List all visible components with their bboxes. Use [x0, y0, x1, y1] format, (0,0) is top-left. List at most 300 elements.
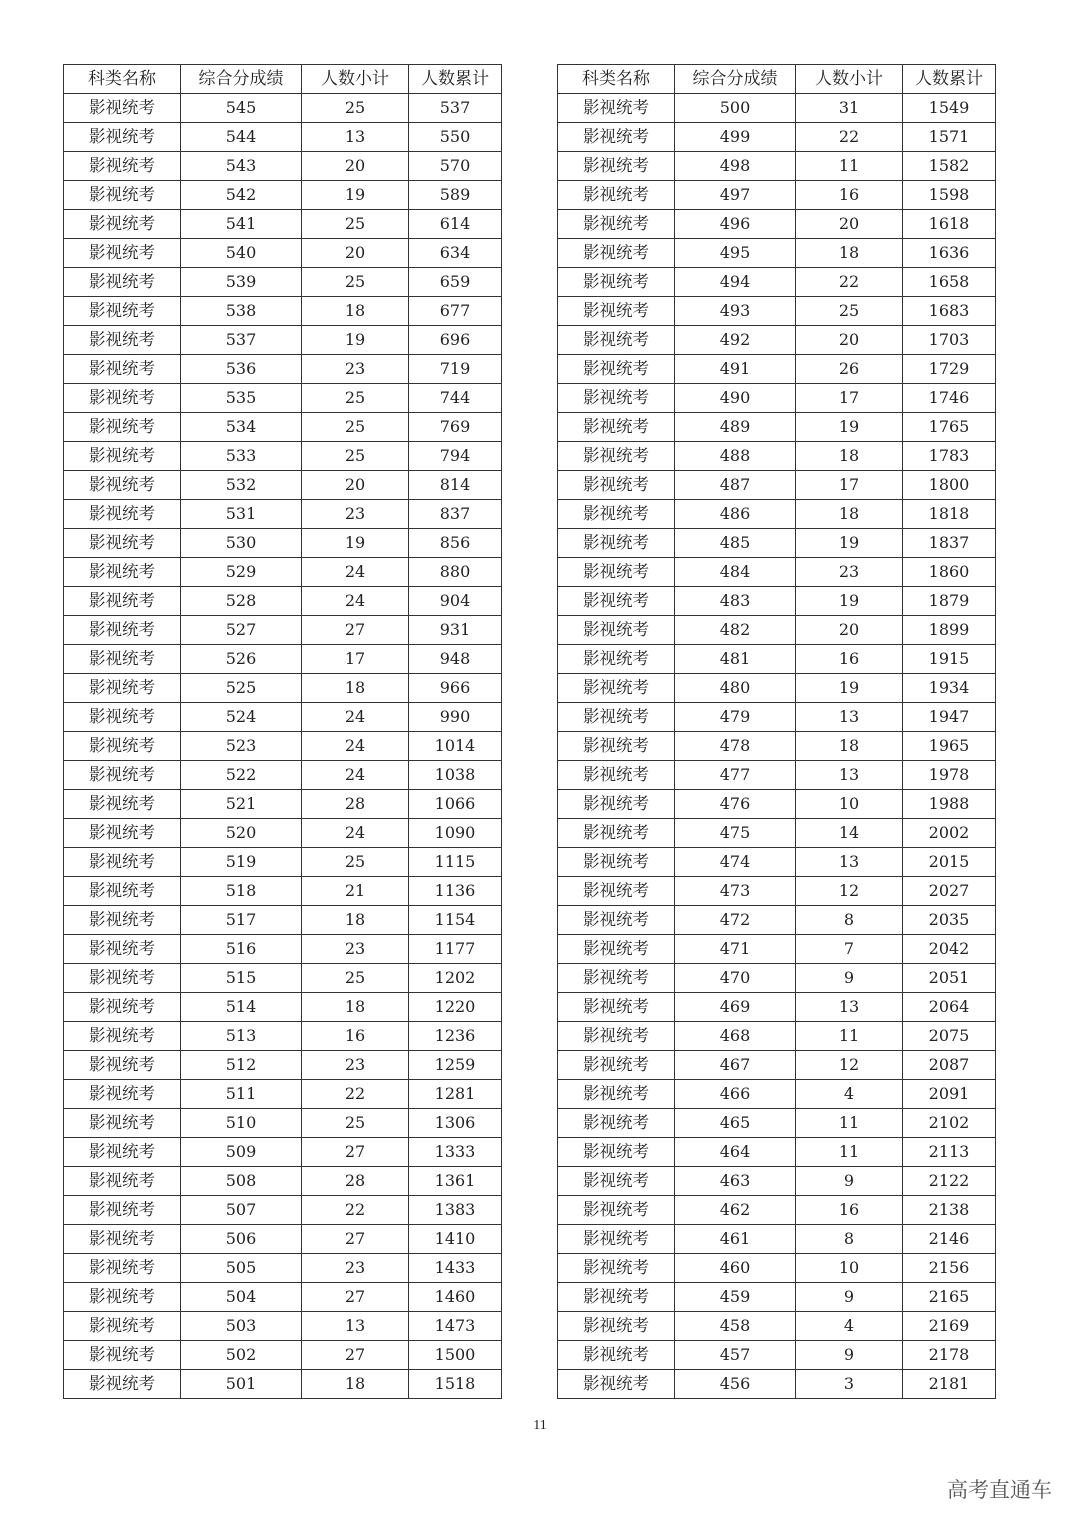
- cell-count: 20: [796, 616, 903, 645]
- cell-cumulative: 589: [409, 181, 502, 210]
- cell-category: 影视统考: [558, 1254, 675, 1283]
- cell-score: 537: [181, 326, 302, 355]
- header-score: 综合分成绩: [675, 65, 796, 94]
- page-number: 11: [533, 1418, 547, 1433]
- cell-score: 508: [181, 1167, 302, 1196]
- cell-category: 影视统考: [64, 558, 181, 587]
- cell-count: 3: [796, 1370, 903, 1399]
- cell-cumulative: 1549: [903, 94, 996, 123]
- cell-category: 影视统考: [558, 1283, 675, 1312]
- table-row: [558, 1341, 996, 1370]
- cell-score: 462: [675, 1196, 796, 1225]
- cell-count: 7: [796, 935, 903, 964]
- cell-score: 485: [675, 529, 796, 558]
- cell-category: 影视统考: [558, 587, 675, 616]
- cell-category: 影视统考: [558, 181, 675, 210]
- cell-count: 11: [796, 152, 903, 181]
- table-row: [64, 674, 502, 703]
- table-row: [64, 1080, 502, 1109]
- cell-count: 31: [796, 94, 903, 123]
- cell-score: 464: [675, 1138, 796, 1167]
- cell-category: 影视统考: [64, 1312, 181, 1341]
- cell-category: 影视统考: [64, 587, 181, 616]
- cell-score: 466: [675, 1080, 796, 1109]
- cell-category: 影视统考: [558, 790, 675, 819]
- cell-score: 538: [181, 297, 302, 326]
- table-row: [64, 471, 502, 500]
- cell-score: 531: [181, 500, 302, 529]
- table-row: [558, 587, 996, 616]
- cell-count: 26: [796, 355, 903, 384]
- header-cumulative: 人数累计: [903, 65, 996, 94]
- cell-cumulative: 2181: [903, 1370, 996, 1399]
- cell-category: 影视统考: [64, 1196, 181, 1225]
- cell-cumulative: 1818: [903, 500, 996, 529]
- table-row: [64, 761, 502, 790]
- cell-category: 影视统考: [64, 1341, 181, 1370]
- cell-score: 522: [181, 761, 302, 790]
- table-row: [64, 877, 502, 906]
- cell-count: 18: [796, 442, 903, 471]
- cell-count: 12: [796, 1051, 903, 1080]
- cell-count: 18: [302, 674, 409, 703]
- table-row: [558, 1167, 996, 1196]
- cell-category: 影视统考: [64, 732, 181, 761]
- cell-category: 影视统考: [64, 1225, 181, 1254]
- cell-count: 9: [796, 1341, 903, 1370]
- header-score: 综合分成绩: [181, 65, 302, 94]
- cell-cumulative: 1879: [903, 587, 996, 616]
- cell-count: 22: [302, 1080, 409, 1109]
- cell-score: 525: [181, 674, 302, 703]
- cell-category: 影视统考: [64, 384, 181, 413]
- cell-category: 影视统考: [558, 152, 675, 181]
- table-row: [64, 616, 502, 645]
- table-row: [558, 123, 996, 152]
- cell-category: 影视统考: [558, 471, 675, 500]
- cell-cumulative: 1433: [409, 1254, 502, 1283]
- cell-count: 20: [796, 326, 903, 355]
- cell-category: 影视统考: [64, 616, 181, 645]
- cell-count: 23: [302, 935, 409, 964]
- cell-score: 473: [675, 877, 796, 906]
- cell-score: 526: [181, 645, 302, 674]
- cell-cumulative: 1746: [903, 384, 996, 413]
- cell-count: 13: [796, 761, 903, 790]
- header-category: 科类名称: [64, 65, 181, 94]
- cell-category: 影视统考: [64, 1022, 181, 1051]
- cell-score: 540: [181, 239, 302, 268]
- cell-category: 影视统考: [558, 732, 675, 761]
- cell-category: 影视统考: [64, 761, 181, 790]
- cell-cumulative: 1658: [903, 268, 996, 297]
- table-row: [558, 1080, 996, 1109]
- table-row: [64, 413, 502, 442]
- table-row: [558, 645, 996, 674]
- table-row: [558, 1254, 996, 1283]
- table-row: [64, 442, 502, 471]
- table-row: [64, 1283, 502, 1312]
- table-row: [64, 1370, 502, 1399]
- cell-score: 495: [675, 239, 796, 268]
- cell-category: 影视统考: [558, 1312, 675, 1341]
- cell-cumulative: 814: [409, 471, 502, 500]
- cell-category: 影视统考: [558, 239, 675, 268]
- cell-cumulative: 1618: [903, 210, 996, 239]
- cell-score: 472: [675, 906, 796, 935]
- cell-category: 影视统考: [64, 268, 181, 297]
- cell-cumulative: 990: [409, 703, 502, 732]
- cell-category: 影视统考: [558, 1080, 675, 1109]
- cell-score: 541: [181, 210, 302, 239]
- cell-cumulative: 2138: [903, 1196, 996, 1225]
- cell-cumulative: 1259: [409, 1051, 502, 1080]
- cell-category: 影视统考: [64, 500, 181, 529]
- cell-count: 24: [302, 558, 409, 587]
- cell-category: 影视统考: [558, 993, 675, 1022]
- cell-score: 542: [181, 181, 302, 210]
- cell-category: 影视统考: [64, 1051, 181, 1080]
- table-row: [558, 471, 996, 500]
- cell-count: 19: [796, 674, 903, 703]
- cell-score: 511: [181, 1080, 302, 1109]
- cell-count: 11: [796, 1109, 903, 1138]
- cell-category: 影视统考: [558, 935, 675, 964]
- cell-score: 483: [675, 587, 796, 616]
- cell-category: 影视统考: [64, 819, 181, 848]
- cell-cumulative: 794: [409, 442, 502, 471]
- table-header-row: [558, 65, 996, 94]
- cell-category: 影视统考: [558, 848, 675, 877]
- cell-cumulative: 1473: [409, 1312, 502, 1341]
- cell-count: 25: [302, 94, 409, 123]
- cell-count: 23: [302, 355, 409, 384]
- cell-score: 493: [675, 297, 796, 326]
- table-row: [558, 181, 996, 210]
- table-row: [558, 906, 996, 935]
- header-cumulative: 人数累计: [409, 65, 502, 94]
- table-row: [64, 268, 502, 297]
- cell-cumulative: 2113: [903, 1138, 996, 1167]
- cell-score: 528: [181, 587, 302, 616]
- cell-score: 476: [675, 790, 796, 819]
- cell-category: 影视统考: [64, 993, 181, 1022]
- cell-cumulative: 2169: [903, 1312, 996, 1341]
- cell-cumulative: 1978: [903, 761, 996, 790]
- cell-count: 4: [796, 1312, 903, 1341]
- cell-score: 513: [181, 1022, 302, 1051]
- cell-category: 影视统考: [64, 1138, 181, 1167]
- cell-score: 505: [181, 1254, 302, 1283]
- cell-count: 27: [302, 616, 409, 645]
- cell-cumulative: 1306: [409, 1109, 502, 1138]
- cell-cumulative: 2035: [903, 906, 996, 935]
- cell-cumulative: 1220: [409, 993, 502, 1022]
- cell-count: 14: [796, 819, 903, 848]
- cell-category: 影视统考: [64, 1254, 181, 1283]
- cell-cumulative: 537: [409, 94, 502, 123]
- cell-category: 影视统考: [558, 123, 675, 152]
- cell-category: 影视统考: [558, 558, 675, 587]
- cell-category: 影视统考: [558, 297, 675, 326]
- cell-score: 497: [675, 181, 796, 210]
- cell-category: 影视统考: [64, 848, 181, 877]
- cell-cumulative: 1571: [903, 123, 996, 152]
- table-row: [64, 384, 502, 413]
- cell-count: 24: [302, 819, 409, 848]
- cell-count: 16: [796, 1196, 903, 1225]
- table-row: [558, 1283, 996, 1312]
- cell-score: 501: [181, 1370, 302, 1399]
- cell-cumulative: 1038: [409, 761, 502, 790]
- table-row: [558, 500, 996, 529]
- cell-score: 503: [181, 1312, 302, 1341]
- table-row: [558, 152, 996, 181]
- cell-cumulative: 2027: [903, 877, 996, 906]
- table-row: [558, 935, 996, 964]
- table-row: [558, 993, 996, 1022]
- table-row: [558, 1138, 996, 1167]
- cell-score: 502: [181, 1341, 302, 1370]
- cell-score: 534: [181, 413, 302, 442]
- cell-count: 8: [796, 1225, 903, 1254]
- table-row: [558, 761, 996, 790]
- cell-category: 影视统考: [558, 1109, 675, 1138]
- cell-score: 496: [675, 210, 796, 239]
- cell-category: 影视统考: [558, 1022, 675, 1051]
- cell-cumulative: 2178: [903, 1341, 996, 1370]
- cell-cumulative: 2042: [903, 935, 996, 964]
- cell-cumulative: 1090: [409, 819, 502, 848]
- cell-category: 影视统考: [64, 94, 181, 123]
- cell-score: 469: [675, 993, 796, 1022]
- cell-score: 529: [181, 558, 302, 587]
- cell-cumulative: 1729: [903, 355, 996, 384]
- cell-count: 19: [302, 326, 409, 355]
- cell-score: 468: [675, 1022, 796, 1051]
- cell-score: 492: [675, 326, 796, 355]
- cell-count: 20: [302, 152, 409, 181]
- cell-count: 19: [796, 413, 903, 442]
- cell-count: 25: [302, 848, 409, 877]
- watermark: 高考直通车: [947, 1478, 1052, 1502]
- table-row: [64, 529, 502, 558]
- cell-cumulative: 837: [409, 500, 502, 529]
- table-row: [558, 239, 996, 268]
- cell-score: 519: [181, 848, 302, 877]
- cell-category: 影视统考: [64, 123, 181, 152]
- cell-score: 494: [675, 268, 796, 297]
- cell-count: 23: [796, 558, 903, 587]
- cell-score: 521: [181, 790, 302, 819]
- cell-score: 530: [181, 529, 302, 558]
- table-row: [64, 1312, 502, 1341]
- cell-score: 471: [675, 935, 796, 964]
- cell-cumulative: 948: [409, 645, 502, 674]
- score-table-right: [557, 64, 996, 1399]
- table-row: [64, 210, 502, 239]
- cell-count: 25: [302, 413, 409, 442]
- table-row: [558, 848, 996, 877]
- table-row: [558, 326, 996, 355]
- cell-cumulative: 1965: [903, 732, 996, 761]
- table-row: [558, 268, 996, 297]
- cell-score: 545: [181, 94, 302, 123]
- cell-category: 影视统考: [558, 1196, 675, 1225]
- cell-count: 13: [796, 848, 903, 877]
- cell-cumulative: 2102: [903, 1109, 996, 1138]
- table-row: [64, 94, 502, 123]
- cell-count: 19: [796, 587, 903, 616]
- cell-score: 488: [675, 442, 796, 471]
- cell-cumulative: 1136: [409, 877, 502, 906]
- cell-category: 影视统考: [558, 529, 675, 558]
- cell-category: 影视统考: [558, 1051, 675, 1080]
- cell-count: 18: [796, 500, 903, 529]
- cell-category: 影视统考: [558, 268, 675, 297]
- cell-cumulative: 966: [409, 674, 502, 703]
- cell-cumulative: 769: [409, 413, 502, 442]
- cell-score: 463: [675, 1167, 796, 1196]
- cell-cumulative: 1636: [903, 239, 996, 268]
- cell-cumulative: 2075: [903, 1022, 996, 1051]
- cell-category: 影视统考: [558, 326, 675, 355]
- cell-cumulative: 1598: [903, 181, 996, 210]
- cell-count: 28: [302, 790, 409, 819]
- cell-cumulative: 1410: [409, 1225, 502, 1254]
- cell-cumulative: 2146: [903, 1225, 996, 1254]
- cell-count: 19: [796, 529, 903, 558]
- cell-count: 8: [796, 906, 903, 935]
- cell-category: 影视统考: [64, 1370, 181, 1399]
- cell-score: 516: [181, 935, 302, 964]
- table-row: [558, 877, 996, 906]
- cell-score: 499: [675, 123, 796, 152]
- cell-count: 22: [302, 1196, 409, 1225]
- cell-count: 27: [302, 1225, 409, 1254]
- cell-category: 影视统考: [64, 964, 181, 993]
- cell-score: 514: [181, 993, 302, 1022]
- score-table-left: [63, 64, 502, 1399]
- table-row: [64, 181, 502, 210]
- table-row: [558, 529, 996, 558]
- cell-category: 影视统考: [64, 181, 181, 210]
- table-row: [64, 703, 502, 732]
- cell-score: 509: [181, 1138, 302, 1167]
- cell-count: 18: [302, 906, 409, 935]
- cell-category: 影视统考: [64, 326, 181, 355]
- cell-cumulative: 614: [409, 210, 502, 239]
- table-body: [558, 94, 996, 1399]
- cell-count: 18: [302, 297, 409, 326]
- cell-count: 18: [302, 1370, 409, 1399]
- table-row: [558, 790, 996, 819]
- table-row: [64, 1022, 502, 1051]
- table-row: [64, 1225, 502, 1254]
- cell-count: 24: [302, 703, 409, 732]
- cell-category: 影视统考: [64, 355, 181, 384]
- cell-category: 影视统考: [558, 645, 675, 674]
- table-row: [558, 1370, 996, 1399]
- cell-count: 20: [302, 471, 409, 500]
- cell-score: 536: [181, 355, 302, 384]
- table-row: [558, 297, 996, 326]
- cell-cumulative: 744: [409, 384, 502, 413]
- cell-count: 22: [796, 123, 903, 152]
- table-row: [64, 152, 502, 181]
- cell-count: 25: [302, 1109, 409, 1138]
- cell-category: 影视统考: [558, 616, 675, 645]
- table-row: [64, 645, 502, 674]
- cell-category: 影视统考: [64, 529, 181, 558]
- cell-count: 9: [796, 1283, 903, 1312]
- table-row: [64, 732, 502, 761]
- cell-score: 490: [675, 384, 796, 413]
- cell-category: 影视统考: [558, 442, 675, 471]
- cell-score: 482: [675, 616, 796, 645]
- cell-score: 467: [675, 1051, 796, 1080]
- table-row: [558, 732, 996, 761]
- cell-count: 19: [302, 181, 409, 210]
- table-row: [558, 1196, 996, 1225]
- cell-cumulative: 1333: [409, 1138, 502, 1167]
- cell-score: 461: [675, 1225, 796, 1254]
- cell-cumulative: 1582: [903, 152, 996, 181]
- table-row: [64, 355, 502, 384]
- cell-cumulative: 1860: [903, 558, 996, 587]
- cell-score: 533: [181, 442, 302, 471]
- cell-category: 影视统考: [64, 297, 181, 326]
- cell-category: 影视统考: [558, 819, 675, 848]
- cell-category: 影视统考: [64, 1109, 181, 1138]
- cell-count: 25: [302, 210, 409, 239]
- cell-count: 16: [302, 1022, 409, 1051]
- cell-count: 10: [796, 1254, 903, 1283]
- cell-category: 影视统考: [558, 964, 675, 993]
- cell-count: 25: [302, 442, 409, 471]
- cell-cumulative: 570: [409, 152, 502, 181]
- header-category: 科类名称: [558, 65, 675, 94]
- cell-score: 479: [675, 703, 796, 732]
- cell-category: 影视统考: [64, 239, 181, 268]
- cell-cumulative: 1115: [409, 848, 502, 877]
- cell-category: 影视统考: [558, 355, 675, 384]
- cell-category: 影视统考: [558, 210, 675, 239]
- cell-cumulative: 2087: [903, 1051, 996, 1080]
- cell-count: 25: [302, 384, 409, 413]
- cell-cumulative: 1014: [409, 732, 502, 761]
- cell-category: 影视统考: [558, 877, 675, 906]
- cell-cumulative: 2064: [903, 993, 996, 1022]
- cell-category: 影视统考: [558, 674, 675, 703]
- cell-score: 484: [675, 558, 796, 587]
- cell-count: 17: [302, 645, 409, 674]
- cell-cumulative: 880: [409, 558, 502, 587]
- cell-count: 27: [302, 1138, 409, 1167]
- cell-score: 527: [181, 616, 302, 645]
- table-row: [64, 1341, 502, 1370]
- cell-cumulative: 1683: [903, 297, 996, 326]
- cell-category: 影视统考: [558, 500, 675, 529]
- cell-category: 影视统考: [64, 442, 181, 471]
- cell-score: 520: [181, 819, 302, 848]
- table-row: [558, 210, 996, 239]
- cell-score: 524: [181, 703, 302, 732]
- table-row: [558, 94, 996, 123]
- cell-score: 458: [675, 1312, 796, 1341]
- cell-cumulative: 2015: [903, 848, 996, 877]
- cell-score: 515: [181, 964, 302, 993]
